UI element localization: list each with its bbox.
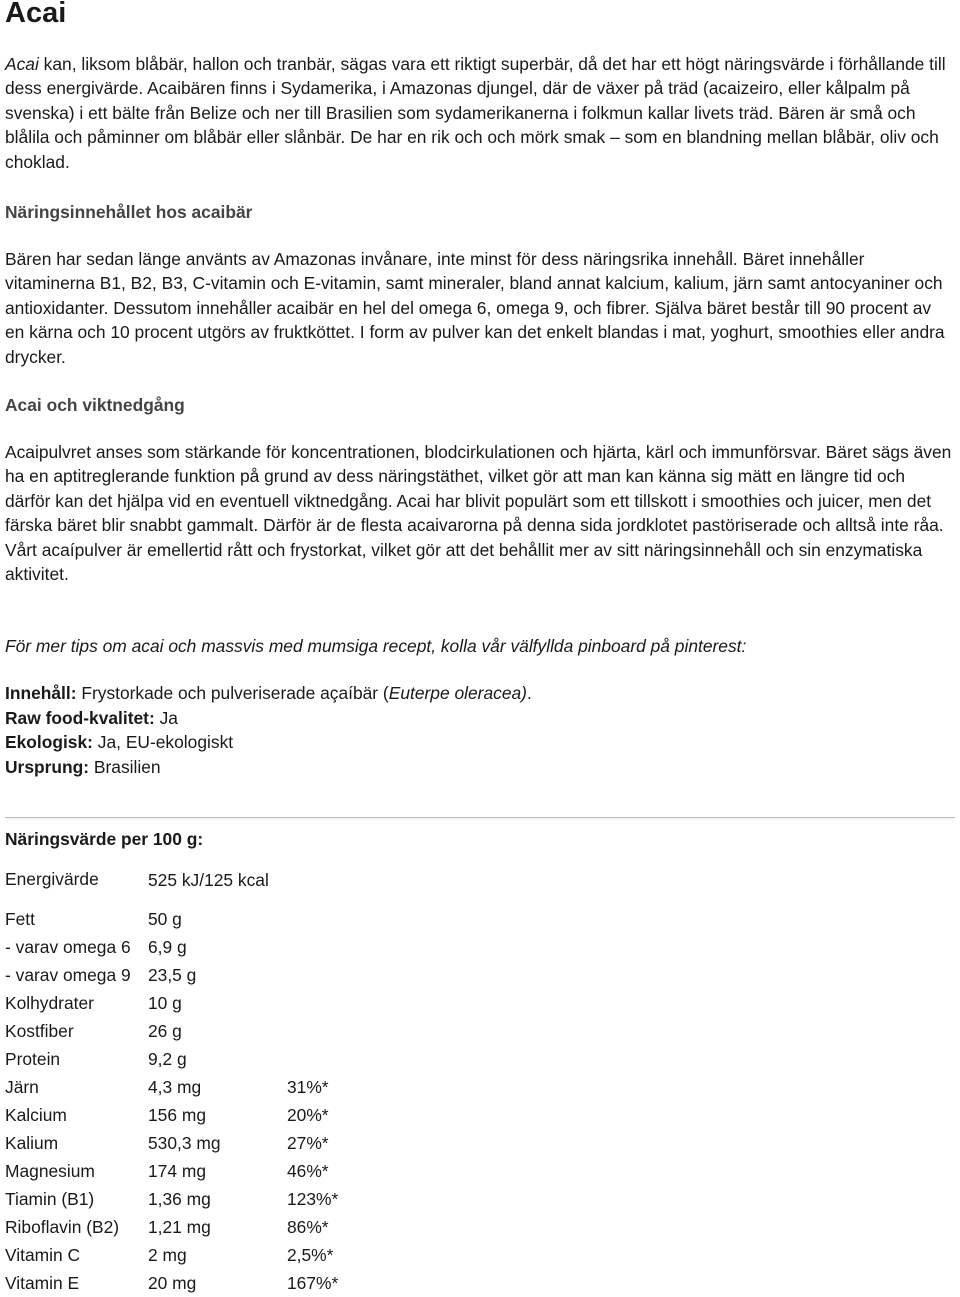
fact-origin [5, 755, 532, 780]
intro-text: kan, liksom blåbär, hallon och tranbär, sägas vara ett riktigt superbär, då det har ett högt näringsvärde i förhållande till dess energivärde. Acaibären finns i Sydamerika, i Amazonas djungel, där de växer på träd (acaizeiro, eller kålpalm på svenska) i ett bälte från Belize och ner till Brasilien som sydamerikanerna i folkmun kallar livets träd. Bären är små och blålila och påminner om blåbär eller slånbär. De har en rik och och mörk smak – som en blandning mellan blåbär, oliv och choklad. [5, 54, 946, 172]
table-row [5, 1269, 387, 1297]
nutrient-name: Kolhydrater [5, 992, 94, 1013]
nutrient-name: Magnesium [5, 1160, 95, 1181]
nutrient-amount: 20 mg [148, 1272, 197, 1293]
fact-origin-value: Brasilien [89, 756, 161, 777]
fact-rawfood [5, 706, 532, 731]
fact-contents-label: Innehåll: [5, 683, 77, 703]
table-row [5, 1185, 387, 1213]
nutrient-rdi [287, 905, 387, 933]
fact-eco-value: Ja, EU-ekologiskt [92, 732, 234, 752]
nutrient-rdi: 27%* [287, 1132, 329, 1153]
table-row [5, 989, 387, 1017]
nutrition-paragraph: Bären har sedan länge använts av Amazonas invånare, inte minst för dess näringsrika innehåll. Bäret innehåller vitaminerna B1, B2, B3, C-vitamin och E-vitamin, samt mineraler, bland annat kalcium, kalium, järn samt antocyaniner och antioxidanter. Dessutom innehåller acaibär en hel del omega 6, omega 9, och fibrer. Själva bäret består till 90 procent av en kärna och 10 procent utgörs av fruktköttet. I form av pulver kan det enkelt blandas i mat, yoghurt, smoothies eller andra drycker. [5, 249, 945, 367]
fact-eco [5, 730, 532, 755]
fact-rawfood-value: Ja [154, 707, 178, 728]
nutrient-name: Energivärde [5, 868, 99, 889]
section-divider [5, 817, 955, 818]
nutrition-table-title: Näringsvärde per 100 g: [5, 829, 204, 849]
nutrient-name: - varav omega 9 [5, 964, 131, 985]
intro-lead: Acai [5, 54, 39, 74]
nutrient-name: Vitamin C [5, 1244, 81, 1265]
table-row [5, 1241, 387, 1269]
weight-paragraph: Acaipulvret anses som stärkande för koncentrationen, blodcirkulationen och hjärta, kärl och immunförsvar. Bäret sägs även ha en aptitreglerande funktion på grund av dess näringstäthet, vilket gör att man kan känna sig mätt en längre tid och därför kan det hjälpa vid en eventuell viktnedgång. Acai har blivit populärt som ett tillskott i smoothies och juicer, men det färska bäret blir snabbt gammalt. Därför är de flesta acaivarorna på denna sida jordklotet pastöriserade och alltså inte råa. Vårt acaípulver är emellertid rått och frystorkat, vilket gör att det behållit mer av sitt näringsinnehåll och sin enzymatiska aktivitet. [5, 442, 952, 585]
nutrient-amount: 1,36 mg [148, 1188, 211, 1209]
nutrient-amount: 10 g [148, 992, 182, 1013]
table-row [5, 905, 387, 933]
nutrient-rdi [287, 853, 387, 905]
nutrient-name: Kalcium [5, 1104, 67, 1125]
table-row [5, 1157, 387, 1185]
fact-contents-latin: Euterpe oleracea) [388, 683, 527, 703]
nutrition-table [5, 853, 387, 1297]
nutrient-name: Järn [5, 1076, 39, 1097]
nutrition-heading: Näringsinnehållet hos acaibär [5, 202, 253, 222]
table-row [5, 1129, 387, 1157]
table-row [5, 1073, 387, 1101]
table-row [5, 961, 387, 989]
nutrient-amount: 156 mg [148, 1104, 207, 1125]
nutrient-amount: 1,21 mg [148, 1216, 211, 1237]
nutrient-name: - varav omega 6 [5, 936, 131, 957]
nutrient-amount: 2 mg [148, 1244, 187, 1265]
nutrient-rdi [287, 1045, 387, 1073]
nutrient-amount: 23,5 g [148, 964, 197, 985]
nutrient-name: Tiamin (B1) [5, 1188, 95, 1209]
nutrient-rdi: 167%* [287, 1272, 339, 1293]
nutrient-rdi [287, 933, 387, 961]
fact-contents-end: . [526, 683, 532, 703]
nutrient-rdi: 86%* [287, 1216, 329, 1237]
nutrient-rdi: 20%* [287, 1104, 329, 1125]
nutrient-rdi: 2,5%* [287, 1244, 334, 1265]
table-row [5, 1017, 387, 1045]
nutrient-name: Protein [5, 1048, 61, 1069]
nutrient-name: Fett [5, 908, 35, 929]
table-row [5, 1213, 387, 1241]
nutrient-rdi [287, 989, 387, 1017]
nutrient-name: Vitamin E [5, 1272, 80, 1293]
nutrient-amount: 174 mg [148, 1160, 207, 1181]
intro-paragraph [5, 52, 955, 174]
nutrient-rdi [287, 961, 387, 989]
nutrient-rdi: 46%* [287, 1160, 329, 1181]
table-row [5, 1045, 387, 1073]
fact-contents [5, 681, 532, 706]
nutrient-amount: 6,9 g [148, 936, 187, 957]
fact-origin-label: Ursprung: [5, 756, 90, 777]
nutrient-amount: 4,3 mg [148, 1076, 202, 1097]
fact-contents-value: Frystorkade och pulveriserade açaíbär ( [76, 683, 389, 703]
nutrient-name: Riboflavin (B2) [5, 1216, 120, 1237]
nutrient-amount: 530,3 mg [148, 1132, 221, 1153]
nutrient-amount: 525 kJ/125 kcal [148, 870, 269, 890]
table-row [5, 933, 387, 961]
table-row [5, 1101, 387, 1129]
weight-heading: Acai och viktnedgång [5, 395, 185, 415]
nutrient-name: Kostfiber [5, 1020, 74, 1041]
table-row [5, 853, 387, 905]
fact-eco-label: Ekologisk: [5, 732, 93, 752]
page-title: Acai [5, 0, 67, 29]
nutrient-amount: 26 g [148, 1020, 182, 1041]
nutrient-name: Kalium [5, 1132, 59, 1153]
product-facts [5, 681, 532, 779]
nutrient-amount: 50 g [148, 908, 182, 929]
pinterest-tip: För mer tips om acai och massvis med mumsiga recept, kolla vår välfyllda pinboard på pinterest: [5, 636, 747, 656]
nutrient-rdi: 123%* [287, 1188, 339, 1209]
nutrient-rdi [287, 1017, 387, 1045]
fact-rawfood-label: Raw food-kvalitet: [5, 707, 155, 728]
nutrient-amount: 9,2 g [148, 1048, 187, 1069]
nutrient-rdi: 31%* [287, 1076, 329, 1097]
